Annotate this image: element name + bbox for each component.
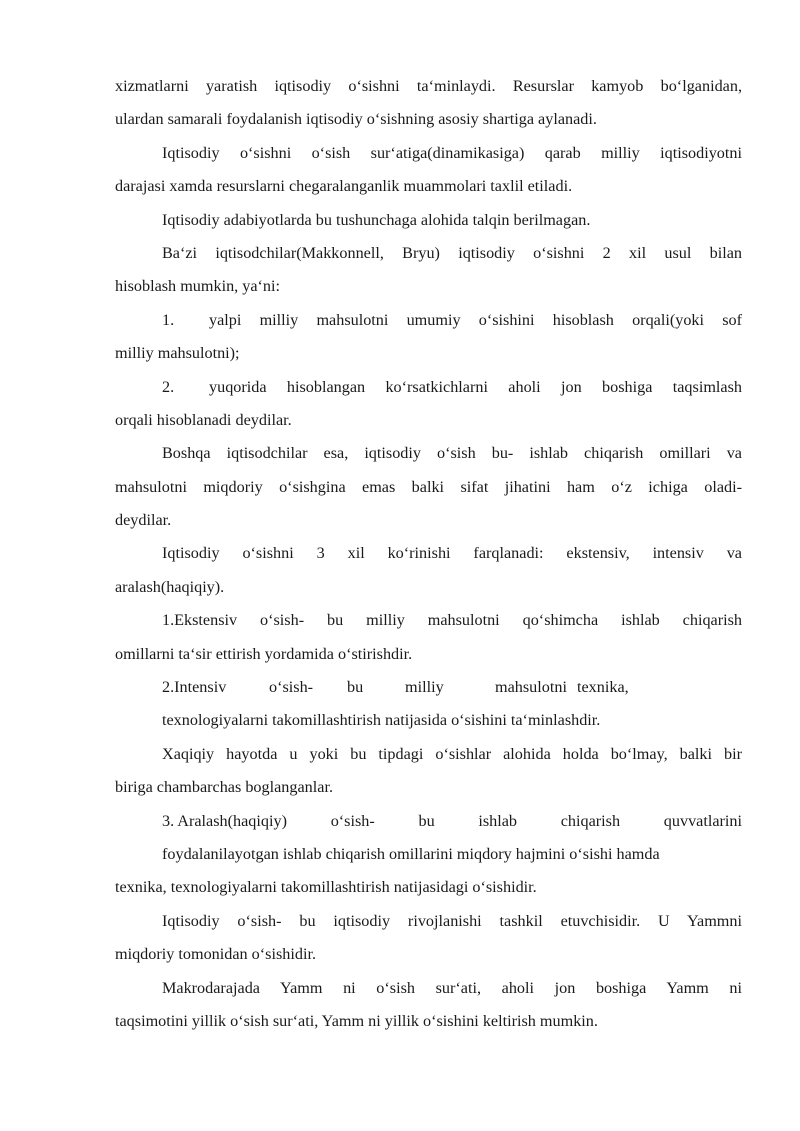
text-line: ulardan samarali foydalanish iqtisodiy o‘sishning asosiy shartiga aylanadi. <box>115 110 597 129</box>
word: mahsulotni <box>495 678 567 697</box>
text-line: hisoblash mumkin, ya‘ni: <box>115 277 281 296</box>
word: 2.Intensiv <box>162 678 227 697</box>
paragraph-line: Iqtisodiy o‘sish- bu iqtisodiy rivojlanishi tashkil etuvchisidir. U Yammni <box>162 911 742 930</box>
list-text: yalpi milliy mahsulotni umumiy o‘sishini hisoblash orqali(yoki sof <box>209 310 742 329</box>
text-line: aralash(haqiqiy). <box>115 577 225 596</box>
paragraph-line: texnologiyalarni takomillashtirish natijasida o‘sishini ta‘minlashdir. <box>162 711 601 730</box>
list-item-2 <box>115 371 742 404</box>
text-line: taqsimotini yillik o‘sish sur‘ati, Yamm ni yillik o‘sishini keltirish mumkin. <box>115 1011 598 1030</box>
word: bu <box>347 678 364 697</box>
word: texnika, <box>577 678 629 697</box>
text-line: mahsulotni miqdoriy o‘sishgina emas balki sifat jihatini ham o‘z ichiga oladi- <box>115 477 742 496</box>
paragraph-line: Boshqa iqtisodchilar esa, iqtisodiy o‘sish bu- ishlab chiqarish omillari va <box>162 444 742 463</box>
list-item-1 <box>115 304 742 337</box>
text-line: deydilar. <box>115 511 172 530</box>
paragraph-line: Iqtisodiy o‘sishni 3 xil ko‘rinishi farqlanadi: ekstensiv, intensiv va <box>162 544 742 563</box>
word: milliy <box>405 678 444 697</box>
paragraph-line: 1.Ekstensiv o‘sish- bu milliy mahsulotni qo‘shimcha ishlab chiqarish <box>162 611 742 630</box>
paragraph-line: Makrodarajada Yamm ni o‘sish sur‘ati, aholi jon boshiga Yamm ni <box>162 978 742 997</box>
list-number: 2. <box>162 377 175 396</box>
word: quvvatlarini <box>663 811 742 830</box>
text-line: xizmatlarni yaratish iqtisodiy o‘sishni ta‘minlaydi. Resurslar kamyob bo‘lganidan, <box>115 77 742 95</box>
word: ishlab <box>478 811 518 830</box>
word: chiqarish <box>560 811 621 830</box>
list-text: yuqorida hisoblangan ko‘rsatkichlarni aholi jon boshiga taqsimlash <box>209 377 742 396</box>
text-line: biriga chambarchas boglanganlar. <box>115 778 333 797</box>
paragraph-line: Xaqiqiy hayotda u yoki bu tipdagi o‘sishlar alohida holda bo‘lmay, balki bir <box>162 744 742 763</box>
paragraph-line: foydalanilayotgan ishlab chiqarish omillarini miqdory hajmini o‘sishi hamda <box>162 844 660 863</box>
word: o‘sish- <box>269 678 314 697</box>
paragraph-line: Iqtisodiy o‘sishni o‘sish sur‘atiga(dinamikasiga) qarab milliy iqtisodiyotni <box>162 143 742 162</box>
paragraph-line: Ba‘zi iqtisodchilar(Makkonnell, Bryu) iqtisodiy o‘sishni 2 xil usul bilan <box>162 243 742 262</box>
word: o‘sish- <box>330 811 375 830</box>
text-line: orqali hisoblanadi deydilar. <box>115 410 292 429</box>
paragraph-line: Iqtisodiy adabiyotlarda bu tushunchaga alohida talqin berilmagan. <box>162 210 591 229</box>
aralash-line <box>115 805 742 838</box>
text-line: miqdoriy tomonidan o‘sishidir. <box>115 945 316 964</box>
text-line: texnika, texnologiyalarni takomillashtirish natijasidagi o‘sishidir. <box>115 878 537 897</box>
text-line: omillarni ta‘sir ettirish yordamida o‘stirishdir. <box>115 644 413 663</box>
text-line: darajasi xamda resurslarni chegaralanganlik muammolari taxlil etiladi. <box>115 177 573 196</box>
intensiv-line <box>115 671 742 704</box>
list-number: 1. <box>162 310 175 329</box>
text-line: milliy mahsulotni); <box>115 344 240 363</box>
word: 3. Aralash(haqiqiy) <box>162 811 287 830</box>
word: bu <box>418 811 435 830</box>
